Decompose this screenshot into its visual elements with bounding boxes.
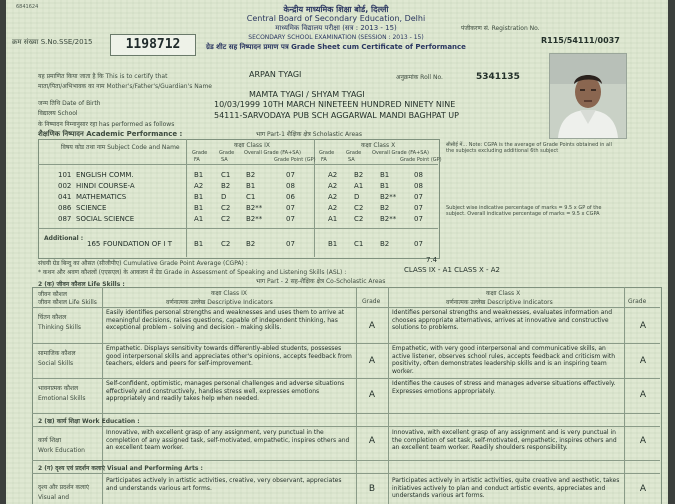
subject-cell-h3: B2	[380, 204, 390, 212]
coscholastic-part-label: भाग Part - 2 सह-शैक्षिक क्षेत्र Co-Scholastic Areas	[256, 278, 386, 285]
certificate-title: ग्रेड शीट सह निष्पादन प्रमाण पत्र Grade Sheet cum Certificate of Performance	[206, 43, 466, 51]
additional-fa-ix: B1	[194, 240, 204, 248]
life-skill-desc-x: Identifies personal strengths and weaknesses, evaluates information and chooses appropriate alternatives, arrives at innovative and constructive solutions to problems.	[392, 309, 613, 331]
cgpa-label: संचयी ग्रेड बिन्दु का औसत (सीजीपीए) Cumulative Grade Point Average (CGPA) :	[38, 260, 248, 267]
life-skill-desc-x: Identifies the causes of stress and manages adverse situations effectively. Expresses emotions appropriately.	[392, 380, 616, 395]
life-skill-hindi: सामाजिक कौशल	[38, 350, 76, 357]
certify-label: यह प्रमाणित किया जाता है कि This is to certify that	[38, 73, 168, 80]
arts-grade-ix: B	[368, 484, 376, 494]
school-name: 54111-SARVODAYA PUB SCH AGGARWAL MANDI BAGHPAT UP	[214, 111, 459, 120]
subject-cell-g1: B1	[194, 171, 204, 179]
dob-label: जन्म तिथि Date of Birth	[38, 100, 101, 107]
arts-heading: 2 (ग) दृश्य एवं प्रदर्शन कलाएं Visual and Performing Arts :	[38, 465, 203, 472]
additional-sa-ix: C2	[221, 240, 231, 248]
arts-skill-hindi: दृश्य और प्रदर्शन कलाएं	[38, 484, 90, 491]
additional-gp-x: 07	[414, 240, 423, 248]
coscholastic-grade-ix: Grade	[362, 298, 381, 305]
arts-desc-ix: Participates actively in artistic activities, creative, very observant, appreciates and understands various art forms.	[106, 477, 342, 492]
additional-name: FOUNDATION OF I T	[103, 240, 173, 248]
work-grade-ix: A	[368, 436, 376, 446]
life-skill-desc-ix: Self-confident, optimistic, manages personal challenges and adverse situations effectively and constructively, handles stress well, expresses emotions appropriately and readily takes help when needed.	[106, 380, 345, 402]
parents-label: माता/पिता/अभिभावक का नाम Mother's/Father's/Guardian's Name	[38, 83, 212, 90]
coscholastic-desc-ix: वर्णनात्मक उल्लेख Descriptive Indicators	[166, 299, 273, 306]
asl-label: * कथन और श्रवण कौशलों (एएसएल) के आकलन में ग्रेड Grade in Assessment of Speaking and Listening Skills (ASL) :	[38, 269, 347, 276]
subject-cell-h3: B2**	[380, 215, 397, 223]
class-x-header: कक्षा Class X	[361, 142, 396, 149]
life-skills-heading: 2 (क) जीवन कौशल Life Skills :	[38, 281, 125, 288]
student-photo	[549, 53, 627, 139]
life-skill-desc-ix: Easily identifies personal strengths and weaknesses and uses them to arrive at meaningful decisions, raises questions, capable of independent thinking, has exceptional problem - solving and decision - making skills.	[106, 309, 345, 331]
coscholastic-grade-x: Grade	[628, 298, 647, 305]
col-grade-ix-2: Grade	[219, 150, 235, 156]
subject-cell-h3: B2**	[380, 193, 397, 201]
subject-cell-h2: D	[354, 193, 360, 201]
life-skill-hindi: भावनात्मक कौशल	[38, 385, 79, 392]
subject-cell-g2: C1	[221, 171, 231, 179]
work-desc-x: Innovative, with excellent grasp of any assignment and is very punctual in the completion of set task, self-motivated, empathetic, inspires others and an excellent team worker. Readily shoulders responsibility.	[392, 429, 617, 451]
col-grade-x: Grade	[319, 150, 335, 156]
work-education-heading: 2 (ख) कार्य शिक्षा Work Education :	[38, 418, 140, 425]
corner-code: 6841624	[16, 4, 39, 10]
col-grade-ix: Grade	[192, 150, 208, 156]
arts-skill-name: Visual and	[38, 494, 70, 501]
subject-cell-code: 041	[58, 193, 72, 201]
life-skill-grade-ix: A	[368, 321, 376, 331]
subject-cell-g1: B1	[194, 204, 204, 212]
subject-cell-h1: A2	[328, 193, 338, 201]
date-of-birth: 10/03/1999 10TH MARCH NINETEEN HUNDRED NINETY NINE	[214, 100, 456, 109]
life-skill-desc-ix: Empathetic. Displays sensitivity towards differently-abled students, possesses good interpersonal skills and appreciates other's opinions, accepts feedback from teachers, elders and peers for self-improvement.	[106, 345, 352, 367]
subject-code-header: विषय कोड तथा नाम Subject Code and Name	[61, 144, 180, 151]
subject-cell-h3: B1	[380, 182, 390, 190]
subject-cell-code: 086	[58, 204, 72, 212]
subject-cell-g1: B1	[194, 193, 204, 201]
subject-cell-g3: B2**	[246, 215, 263, 223]
life-row-divider	[32, 378, 660, 379]
school-label: विद्यालय School	[38, 110, 78, 117]
subject-cell-h1: A2	[328, 204, 338, 212]
life-skill-grade-x: A	[639, 390, 647, 400]
registration-number: R115/54111/0037	[541, 36, 620, 45]
additional-overall-x: B2	[380, 240, 390, 248]
roll-label: अनुक्रमांक Roll No.	[396, 74, 443, 81]
life-skill-grade-ix: A	[368, 390, 376, 400]
life-skill-grade-ix: A	[368, 356, 376, 366]
subject-cell-h1: A2	[328, 171, 338, 179]
subject-cell-name: HINDI COURSE-A	[76, 182, 135, 190]
life-skill-desc-x: Empathetic, with very good interpersonal and communicative skills, an active listener, observes school rules, accepts feedback and criticism with positivity, often demonstrates leadership skills and is an inspiring team worker.	[392, 345, 616, 375]
asl-value: CLASS IX - A1 CLASS X - A2	[404, 266, 501, 274]
subject-cell-g1: A1	[194, 215, 204, 223]
subject-cell-h2: C2	[354, 215, 364, 223]
coscholastic-class-x: कक्षा Class X	[486, 290, 521, 297]
additional-code: 165	[87, 240, 101, 248]
subject-cell-name: SOCIAL SCIENCE	[76, 215, 135, 223]
col-fa-ix: FA	[194, 157, 200, 163]
performed-label: के निष्पादन निम्नानुसार रहा has performed as follows	[38, 121, 175, 128]
subject-cell-h2: B2	[354, 171, 364, 179]
parents-name: MAMTA TYAGI / SHYAM TYAGI	[249, 90, 365, 99]
subject-cell-hgp: 07	[414, 215, 423, 223]
col-sa-x: SA	[348, 157, 355, 163]
exam-name-english: SECONDARY SCHOOL EXAMINATION (SESSION : 2013 - 15)	[248, 34, 424, 41]
subject-cell-name: SCIENCE	[76, 204, 107, 212]
additional-overall-ix: B2	[246, 240, 256, 248]
additional-label: Additional :	[44, 235, 84, 242]
subject-cell-code: 087	[58, 215, 72, 223]
work-skill-name: Work Education	[38, 447, 85, 454]
col-overall-ix: Overall Grade (FA+SA)	[244, 150, 301, 156]
arts-grade-x: A	[639, 484, 647, 494]
life-skills-col: जीवन कौशल Life Skills	[38, 299, 97, 306]
subject-cell-h2: A1	[354, 182, 364, 190]
col-grade-x-2: Grade	[346, 150, 362, 156]
subject-cell-gp: 07	[286, 171, 295, 179]
subject-cell-g3: B1	[246, 182, 256, 190]
exam-name-hindi: माध्यमिक विद्यालय परीक्षा (सत्र : 2013 - 15)	[275, 24, 397, 32]
subject-cell-h1: A2	[328, 182, 338, 190]
coscholastic-class-ix: कक्षा Class IX	[211, 290, 247, 297]
subject-cell-g3: B2	[246, 171, 256, 179]
col-point-ix: Grade Point (GP)	[274, 157, 316, 163]
subject-cell-h1: A1	[328, 215, 338, 223]
additional-gp-ix: 07	[286, 240, 295, 248]
board-name-english: Central Board of Secondary Education, Delhi	[246, 14, 426, 23]
work-skill-hindi: कार्य शिक्षा	[38, 437, 62, 444]
academic-performance-label: शैक्षणिक निष्पादन Academic Performance :	[38, 130, 183, 138]
subject-cell-g2: C2	[221, 204, 231, 212]
subject-cell-h2: C2	[354, 204, 364, 212]
subject-cell-h3: B1	[380, 171, 390, 179]
subject-cell-name: ENGLISH COMM.	[76, 171, 134, 179]
registration-label: पंजीकरण सं. Registration No.	[461, 25, 540, 32]
subject-cell-g2: B2	[221, 182, 231, 190]
roll-number: 5341135	[476, 72, 520, 82]
cgpa-value: 7.4	[426, 256, 438, 264]
student-name: ARPAN TYAGI	[249, 70, 302, 79]
col-sa-ix: SA	[221, 157, 228, 163]
certificate-sheet	[6, 0, 668, 504]
subject-cell-code: 101	[58, 171, 72, 179]
col-fa-x: FA	[321, 157, 327, 163]
subject-cell-g1: A2	[194, 182, 204, 190]
life-skill-hindi: चिंतन कौशल	[38, 314, 67, 321]
subject-cell-hgp: 08	[414, 171, 423, 179]
subject-cell-gp: 07	[286, 215, 295, 223]
subject-cell-hgp: 07	[414, 193, 423, 201]
life-skill-name: Emotional Skills	[38, 395, 86, 402]
percentage-note: Subject wise indicative percentage of marks = 9.5 x GP of the subject. Overall indicative percentage of marks = 9.5 x CGPA	[446, 205, 602, 218]
subject-cell-hgp: 07	[414, 204, 423, 212]
life-skill-grade-x: A	[639, 356, 647, 366]
cgpa-note: सीसीई में... Note: CGPA is the average of Grade Points obtained in all the subjects excluding additional 6th subject	[446, 142, 612, 155]
subject-cell-name: MATHEMATICS	[76, 193, 127, 201]
subject-cell-gp: 08	[286, 182, 295, 190]
coscholastic-desc-x: वर्णनात्मक उल्लेख Descriptive Indicators	[446, 299, 553, 306]
arts-desc-x: Participates actively in artistic activities, quite creative and aesthetic, takes initiatives actively to plan and conduct artistic events, appreciates and understands various art forms.	[392, 477, 620, 499]
life-row-divider	[32, 343, 660, 344]
life-skills-col-hindi: जीवन कौशल	[38, 291, 67, 298]
work-desc-ix: Innovative, with excellent grasp of any assignment, very punctual in the completion of any assigned task, self-motivated, empathetic, inspires others and an excellent team worker.	[106, 429, 350, 451]
board-name-hindi: केन्द्रीय माध्यमिक शिक्षा बोर्ड, दिल्ली	[283, 5, 389, 14]
subject-cell-g3: B2**	[246, 204, 263, 212]
col-overall-x: Overall Grade (FA+SA)	[372, 150, 429, 156]
work-grade-x: A	[639, 436, 647, 446]
additional-fa-x: B1	[328, 240, 338, 248]
serial-number: 1198712	[110, 34, 196, 56]
subject-cell-g2: C2	[221, 215, 231, 223]
additional-sa-x: C1	[354, 240, 364, 248]
life-skill-name: Social Skills	[38, 360, 74, 367]
class-ix-header: कक्षा Class IX	[234, 142, 270, 149]
subject-cell-code: 002	[58, 182, 72, 190]
scholastic-part-label: भाग Part-1 शैक्षिक क्षेत्र Scholastic Areas	[256, 131, 362, 138]
subject-cell-gp: 06	[286, 193, 295, 201]
life-skill-name: Thinking Skills	[38, 324, 82, 331]
subject-cell-gp: 07	[286, 204, 295, 212]
life-skill-grade-x: A	[639, 321, 647, 331]
subject-cell-g3: C1	[246, 193, 256, 201]
serial-label: क्रम संख्या S.No.SSE/2015	[12, 38, 93, 46]
subject-cell-g2: D	[221, 193, 227, 201]
subject-cell-hgp: 08	[414, 182, 423, 190]
col-point-x: Grade Point (GP)	[400, 157, 442, 163]
student-photo-image	[550, 54, 626, 138]
